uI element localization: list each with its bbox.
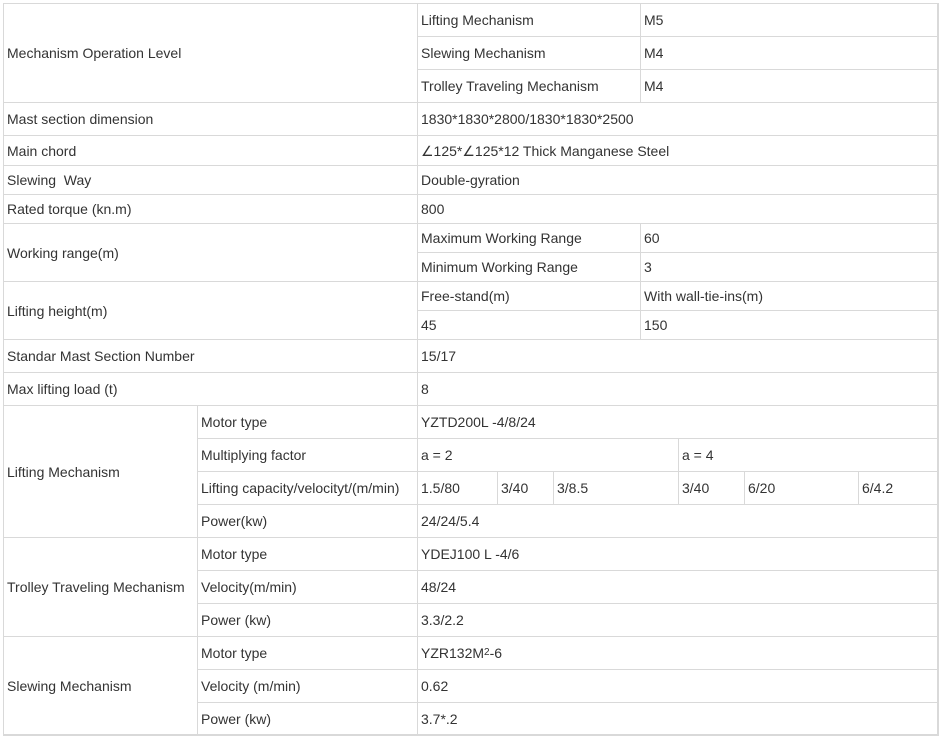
row-label: Working range(m): [4, 224, 418, 282]
cell-label: Power(kw): [198, 505, 418, 538]
row-label: Lifting height(m): [4, 282, 418, 340]
cell-value: a = 2: [418, 439, 679, 472]
cell-value: 45: [418, 311, 641, 340]
cell-label: Motor type: [198, 406, 418, 439]
motor-suffix: -6: [489, 645, 503, 661]
motor-subscript: 2: [484, 647, 490, 658]
cell-value: 3.7*.2: [418, 703, 938, 735]
cell-value: M4: [641, 37, 938, 70]
cell-label: Velocity(m/min): [198, 571, 418, 604]
capacity-value: 6/4.2: [859, 472, 938, 505]
capacity-value: 6/20: [745, 472, 859, 505]
cell-value: 3: [641, 253, 938, 282]
cell-value: 0.62: [418, 670, 938, 703]
cell-label: Trolley Traveling Mechanism: [418, 70, 641, 103]
cell-value: 3.3/2.2: [418, 604, 938, 637]
cell-value: 60: [641, 224, 938, 253]
row-label: Slewing Way: [4, 166, 418, 195]
cell-value: M4: [641, 70, 938, 103]
cell-value: 24/24/5.4: [418, 505, 938, 538]
group-label-trolley: Trolley Traveling Mechanism: [4, 538, 198, 637]
cell-label: Maximum Working Range: [418, 224, 641, 253]
cell-value-motor: [418, 637, 938, 670]
cell-value: M5: [641, 4, 938, 37]
row-value: 1830*1830*2800/1830*1830*2500: [418, 103, 938, 136]
cell-label: Lifting Mechanism: [418, 4, 641, 37]
group-label-slewing: Slewing Mechanism: [4, 637, 198, 735]
cell-value: YZTD200L -4/8/24: [418, 406, 938, 439]
cell-label: Minimum Working Range: [418, 253, 641, 282]
cell-label: Motor type: [198, 637, 418, 670]
mech-level-label: Mechanism Operation Level: [4, 4, 418, 103]
cell-label: Motor type: [198, 538, 418, 571]
cell-label: Slewing Mechanism: [418, 37, 641, 70]
row-value: 8: [418, 373, 938, 406]
row-value: 15/17: [418, 340, 938, 373]
cell-label: Free-stand(m): [418, 282, 641, 311]
cell-label: Power (kw): [198, 703, 418, 735]
capacity-value: 3/8.5: [554, 472, 679, 505]
row-value: Double-gyration: [418, 166, 938, 195]
capacity-value: 1.5/80: [418, 472, 498, 505]
cell-label: Multiplying factor: [198, 439, 418, 472]
cell-value: 150: [641, 311, 938, 340]
group-label-lifting: Lifting Mechanism: [4, 406, 198, 538]
row-value: ∠125*∠125*12 Thick Manganese Steel: [418, 136, 938, 166]
cell-value: YDEJ100 L -4/6: [418, 538, 938, 571]
capacity-value: 3/40: [679, 472, 745, 505]
capacity-value: 3/40: [498, 472, 554, 505]
row-label: Main chord: [4, 136, 418, 166]
cell-label: Velocity (m/min): [198, 670, 418, 703]
row-label: Rated torque (kn.m): [4, 195, 418, 224]
cell-label: Lifting capacity/velocityt/(m/min): [198, 472, 418, 505]
cell-label: With wall-tie-ins(m): [641, 282, 938, 311]
cell-value: a = 4: [679, 439, 938, 472]
row-value: 800: [418, 195, 938, 224]
row-label: Standar Mast Section Number: [4, 340, 418, 373]
row-label: Mast section dimension: [4, 103, 418, 136]
cell-label: Power (kw): [198, 604, 418, 637]
spec-table: [3, 3, 939, 736]
motor-prefix: YZR132M: [421, 645, 485, 661]
cell-value: 48/24: [418, 571, 938, 604]
row-label: Max lifting load (t): [4, 373, 418, 406]
